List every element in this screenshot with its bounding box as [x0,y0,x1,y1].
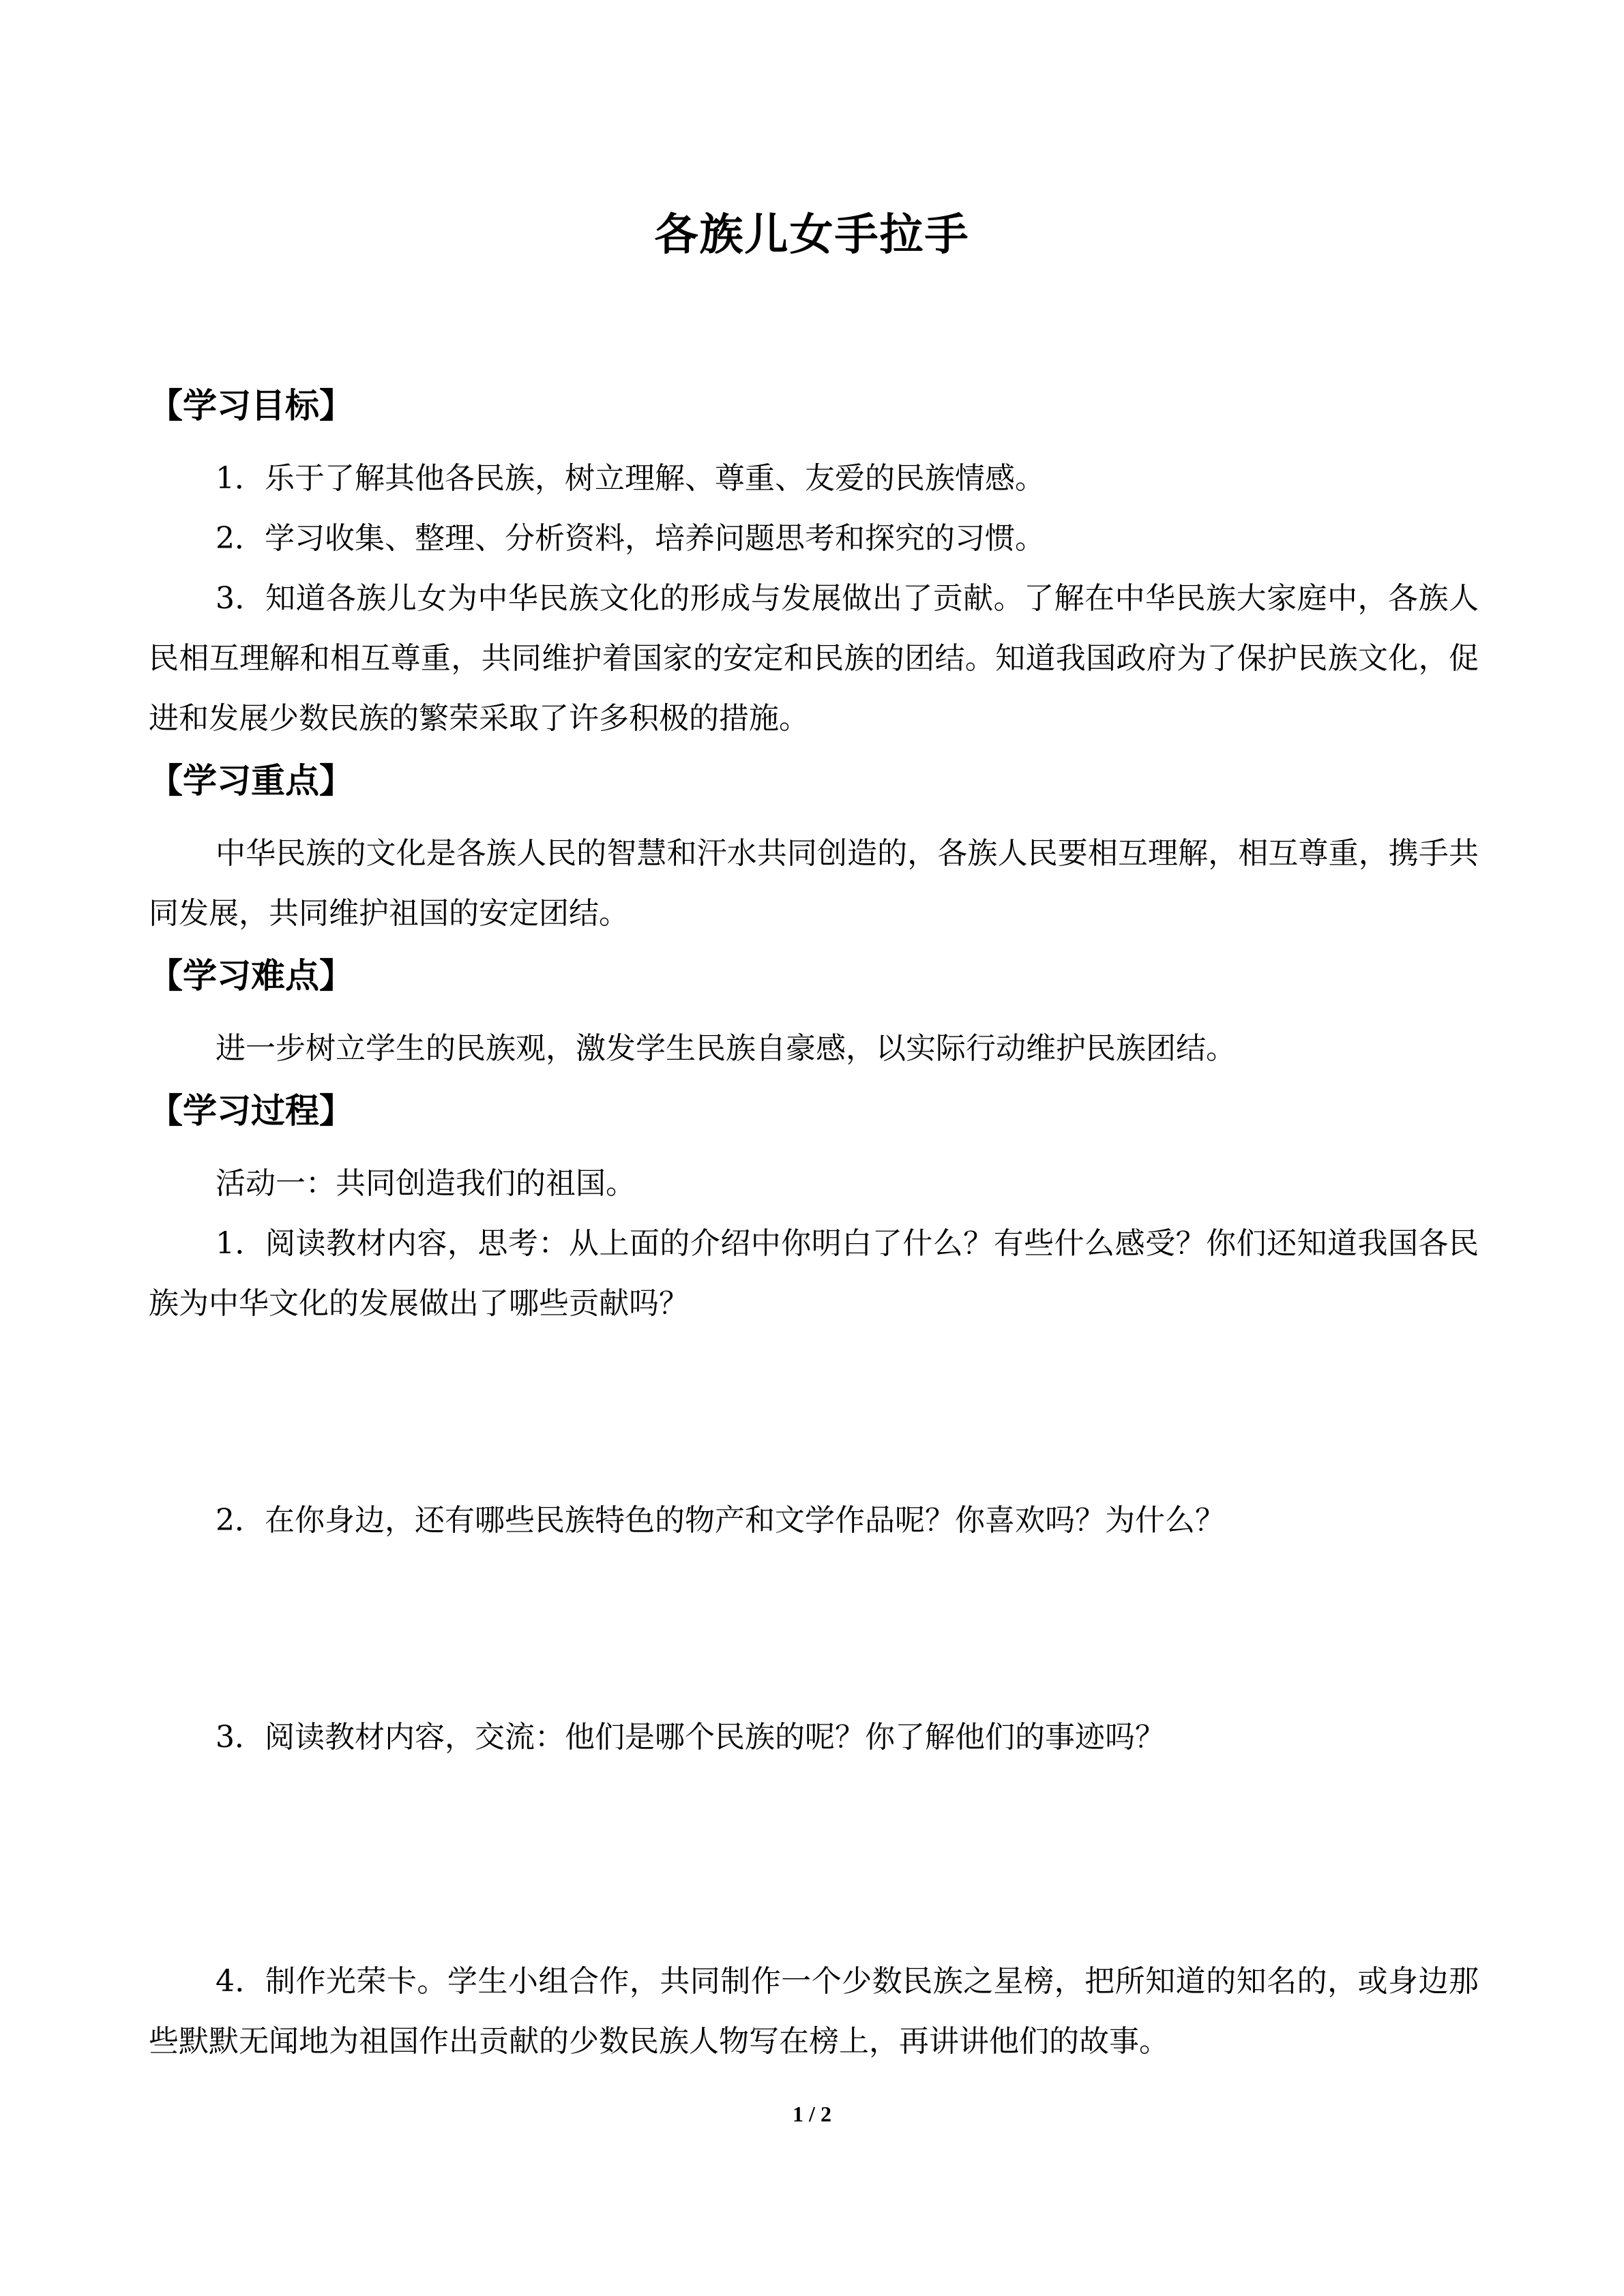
objective-item-2: 2．学习收集、整理、分析资料，培养问题思考和探究的习惯。 [216,521,1045,556]
section-learning-objectives [149,382,1479,749]
process-item-1: 1．阅读教材内容，思考：从上面的介绍中你明白了什么？有些什么感受？你们还知道我国各民族为中华文化的发展做出了哪些贡献吗？ [149,1226,1479,1321]
activity-one-title: 活动一：共同创造我们的祖国。 [216,1166,636,1201]
heading-key-points: 【学习重点】 [149,761,353,801]
section-spacer [149,749,1479,757]
section-key-points [149,757,1479,944]
heading-learning-process: 【学习过程】 [149,1091,353,1131]
objective-item-1: 1．乐于了解其他各民族，树立理解、尊重、友爱的民族情感。 [216,461,1045,496]
section-learning-process [149,1087,1479,2072]
page-number: 1 / 2 [793,2102,831,2126]
key-points-text: 中华民族的文化是各族人民的智慧和汗水共同创造的，各族人民要相互理解，相互尊重，携手共同发展，共同维护祖国的安定团结。 [149,836,1479,931]
process-item-2: 2．在你身边，还有哪些民族特色的物产和文学作品呢？你喜欢吗？为什么？ [216,1503,1225,1538]
difficulties-text: 进一步树立学生的民族观，激发学生民族自豪感，以实际行动维护民族团结。 [216,1031,1236,1066]
document-body [149,382,1479,2072]
section-spacer [149,944,1479,952]
process-item-4: 4．制作光荣卡。学生小组合作，共同制作一个少数民族之星榜，把所知道的知名的，或身边那些默默无闻地为祖国作出贡献的少数民族人物写在榜上，再讲讲他们的故事。 [149,1964,1479,2059]
section-difficulties [149,952,1479,1079]
document-title: 各族儿女手拉手 [654,210,970,260]
answer-space[interactable] [149,1768,1479,1952]
heading-difficulties: 【学习难点】 [149,956,353,996]
objective-item-3: 3．知道各族儿女为中华民族文化的形成与发展做出了贡献。了解在中华民族大家庭中，各族人民相互理解和相互尊重，共同维护着国家的安定和民族的团结。知道我国政府为了保护民族文化，促进和发展少数民族的繁荣采取了许多积极的措施。 [149,581,1479,736]
process-item-3: 3．阅读教材内容，交流：他们是哪个民族的呢？你了解他们的事迹吗？ [216,1720,1165,1755]
answer-space[interactable] [149,1334,1479,1491]
answer-space[interactable] [149,1551,1479,1708]
heading-learning-objectives: 【学习目标】 [149,386,353,426]
section-spacer [149,1079,1479,1087]
